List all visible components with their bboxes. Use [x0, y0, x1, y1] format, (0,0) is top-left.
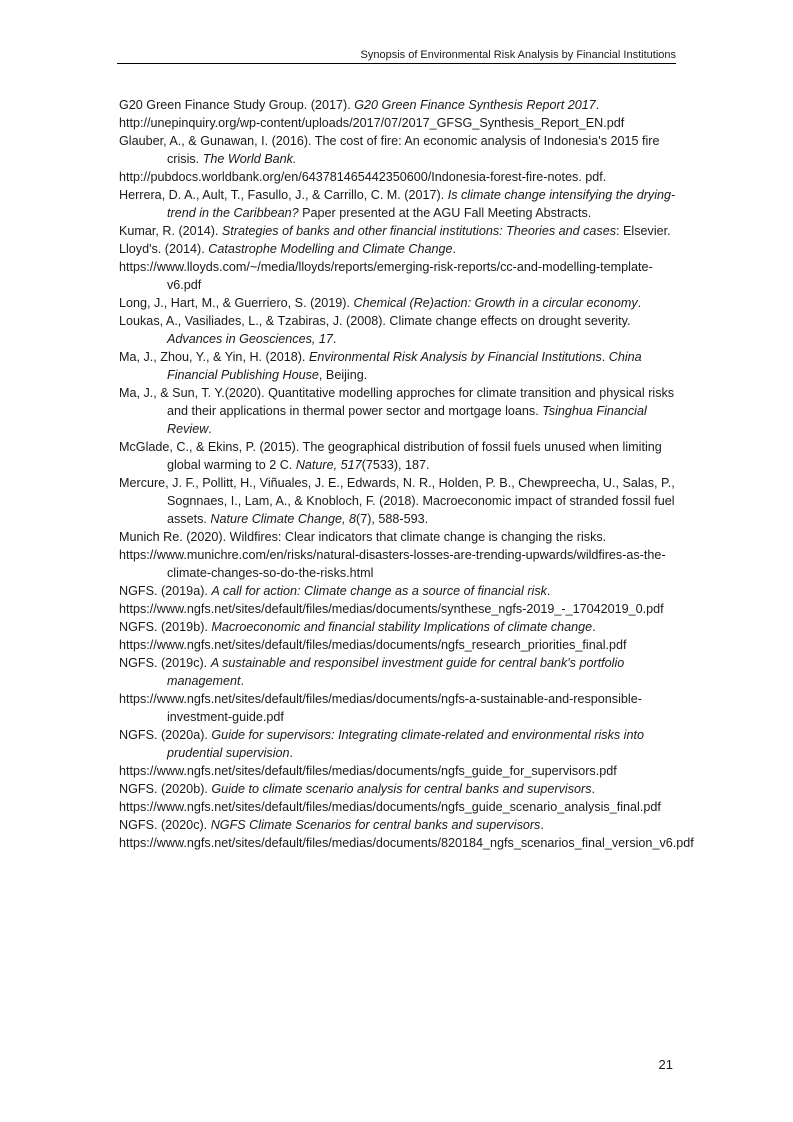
- reference-lead: Ma, J., Zhou, Y., & Yin, H. (2018).: [119, 350, 309, 364]
- reference-lead: NGFS. (2019a).: [119, 584, 212, 598]
- reference-title: G20 Green Finance Synthesis Report 2017: [354, 98, 596, 112]
- reference-item: [119, 438, 679, 474]
- reference-item: [119, 222, 679, 240]
- reference-url: https://www.ngfs.net/sites/default/files/medias/documents/synthese_ngfs-2019_-_17042019_0.pdf: [119, 602, 664, 616]
- reference-punct: .: [601, 350, 609, 364]
- reference-lead: Herrera, D. A., Ault, T., Fasullo, J., & Carrillo, C. M. (2017).: [119, 188, 448, 202]
- reference-item: [119, 96, 679, 132]
- reference-url: https://www.munichre.com/en/risks/natural-disasters-losses-are-trending-upwards/wildfires-as-the-climate-changes-so-do-the-risks.html: [119, 548, 666, 580]
- running-header: Synopsis of Environmental Risk Analysis by Financial Institutions: [360, 49, 676, 61]
- reference-url: https://www.ngfs.net/sites/default/files/medias/documents/ngfs_guide_for_supervisors.pdf: [119, 764, 617, 778]
- reference-url: https://www.ngfs.net/sites/default/files/medias/documents/ngfs_research_priorities_final.pdf: [119, 638, 627, 652]
- reference-item: [119, 618, 679, 654]
- reference-title: Guide for supervisors: Integrating climate-related and environmental risks into prudential supervision: [167, 728, 644, 760]
- reference-punct: .: [595, 98, 600, 112]
- reference-lead: NGFS. (2019b).: [119, 620, 212, 634]
- reference-url: http://pubdocs.worldbank.org/en/643781465442350600/Indonesia-forest-fire-notes. pdf.: [119, 170, 607, 184]
- reference-title: The World Bank.: [202, 152, 297, 166]
- reference-url: https://www.ngfs.net/sites/default/files/medias/documents/820184_ngfs_scenarios_final_version_v6.pdf: [119, 836, 694, 850]
- reference-tail: (7), 588-593.: [356, 512, 429, 526]
- reference-title: Strategies of banks and other financial institutions: Theories and cases: [221, 224, 617, 238]
- reference-title: A call for action: Climate change as a source of financial risk: [211, 584, 547, 598]
- reference-lead: G20 Green Finance Study Group. (2017).: [119, 98, 355, 112]
- header-rule: [117, 63, 676, 64]
- reference-item: [119, 780, 679, 816]
- reference-item: [119, 384, 679, 438]
- reference-item: [119, 474, 679, 528]
- reference-punct: .: [289, 746, 294, 760]
- reference-url: https://www.ngfs.net/sites/default/files/medias/documents/ngfs_guide_scenario_analysis_final.pdf: [119, 800, 661, 814]
- reference-lead: McGlade, C., & Ekins, P. (2015). The geographical distribution of fossil fuels unused when limiting global warming to 2 C.: [119, 440, 662, 472]
- reference-tail: .: [332, 332, 337, 346]
- page-number: 21: [658, 1057, 673, 1072]
- reference-item: [119, 312, 679, 348]
- reference-item: [119, 348, 679, 384]
- reference-item: [119, 294, 679, 312]
- reference-lead: NGFS. (2020c).: [119, 818, 211, 832]
- reference-punct: .: [452, 242, 457, 256]
- reference-lead: NGFS. (2019c).: [119, 656, 211, 670]
- reference-title: Environmental Risk Analysis by Financial Institutions: [308, 350, 602, 364]
- reference-item: [119, 240, 679, 294]
- reference-publisher: China Financial Publishing House: [167, 350, 642, 382]
- reference-punct: .: [592, 620, 596, 634]
- reference-tail: Paper presented at the AGU Fall Meeting Abstracts.: [298, 206, 592, 220]
- reference-list: [119, 96, 694, 852]
- reference-lead: Long, J., Hart, M., & Guerriero, S. (2019).: [119, 296, 354, 310]
- reference-title: NGFS Climate Scenarios for central banks and supervisors: [210, 818, 541, 832]
- reference-title: Catastrophe Modelling and Climate Change: [208, 242, 453, 256]
- reference-lead: Mercure, J. F., Pollitt, H., Viñuales, J. E., Edwards, N. R., Holden, P. B., Chewpreecha, U., Salas, P., Sognnaes, I., Lam, A., & Knobloch, F. (2018). Macroeconomic impact of stranded fossil fuel assets.: [119, 476, 675, 526]
- reference-lead: Glauber, A., & Gunawan, I. (2016). The cost of fire: An economic analysis of Indonesia's 2015 fire crisis.: [119, 134, 660, 166]
- reference-lead: Loukas, A., Vasiliades, L., & Tzabiras, J. (2008). Climate change effects on drought severity.: [119, 314, 631, 328]
- reference-tail: , Beijing.: [318, 368, 368, 382]
- reference-lead: Munich Re. (2020). Wildfires: Clear indicators that climate change is changing the risks.: [119, 530, 607, 544]
- reference-tail: .: [637, 296, 642, 310]
- reference-url: https://www.ngfs.net/sites/default/files/medias/documents/ngfs-a-sustainable-and-responsible-investment-guide.pdf: [119, 692, 642, 724]
- reference-item: [119, 654, 679, 726]
- reference-item: [119, 726, 679, 780]
- reference-punct: .: [591, 782, 595, 796]
- reference-title: Macroeconomic and financial stability Implications of climate change: [211, 620, 593, 634]
- reference-title: Guide to climate scenario analysis for central banks and supervisors: [211, 782, 592, 796]
- reference-lead: Ma, J., & Sun, T. Y.(2020). Quantitative modelling approches for climate transition and physical risks and their applications in thermal power sector and mortgage loans.: [119, 386, 675, 418]
- reference-item: [119, 528, 679, 582]
- reference-lead: Lloyd's. (2014).: [119, 242, 209, 256]
- reference-title: A sustainable and responsibel investment guide for central bank's portfolio management: [167, 656, 625, 688]
- reference-title: Is climate change intensifying the drying-trend in the Caribbean?: [167, 188, 676, 220]
- reference-punct: .: [540, 818, 544, 832]
- reference-lead: NGFS. (2020b).: [119, 782, 212, 796]
- reference-title: Chemical (Re)action: Growth in a circular economy: [353, 296, 638, 310]
- reference-url: http://unepinquiry.org/wp-content/uploads/2017/07/2017_GFSG_Synthesis_Report_EN.pdf: [119, 116, 625, 130]
- reference-lead: NGFS. (2020a).: [119, 728, 212, 742]
- reference-item: [119, 186, 679, 222]
- reference-title: Tsinghua Financial Review: [167, 404, 647, 436]
- reference-tail: .: [208, 422, 212, 436]
- reference-title: Nature, 517: [295, 458, 362, 472]
- reference-punct: .: [546, 584, 551, 598]
- reference-item: [119, 132, 679, 186]
- reference-item: [119, 582, 679, 618]
- reference-lead: Kumar, R. (2014).: [119, 224, 222, 238]
- reference-item: [119, 816, 694, 852]
- reference-title: Advances in Geosciences, 17: [167, 332, 333, 346]
- reference-title: Nature Climate Change, 8: [210, 512, 357, 526]
- reference-tail: (7533), 187.: [361, 458, 430, 472]
- reference-tail: : Elsevier.: [616, 224, 671, 238]
- reference-punct: .: [240, 674, 245, 688]
- reference-url: https://www.lloyds.com/~/media/lloyds/reports/emerging-risk-reports/cc-and-modelling-template-v6.pdf: [119, 260, 653, 292]
